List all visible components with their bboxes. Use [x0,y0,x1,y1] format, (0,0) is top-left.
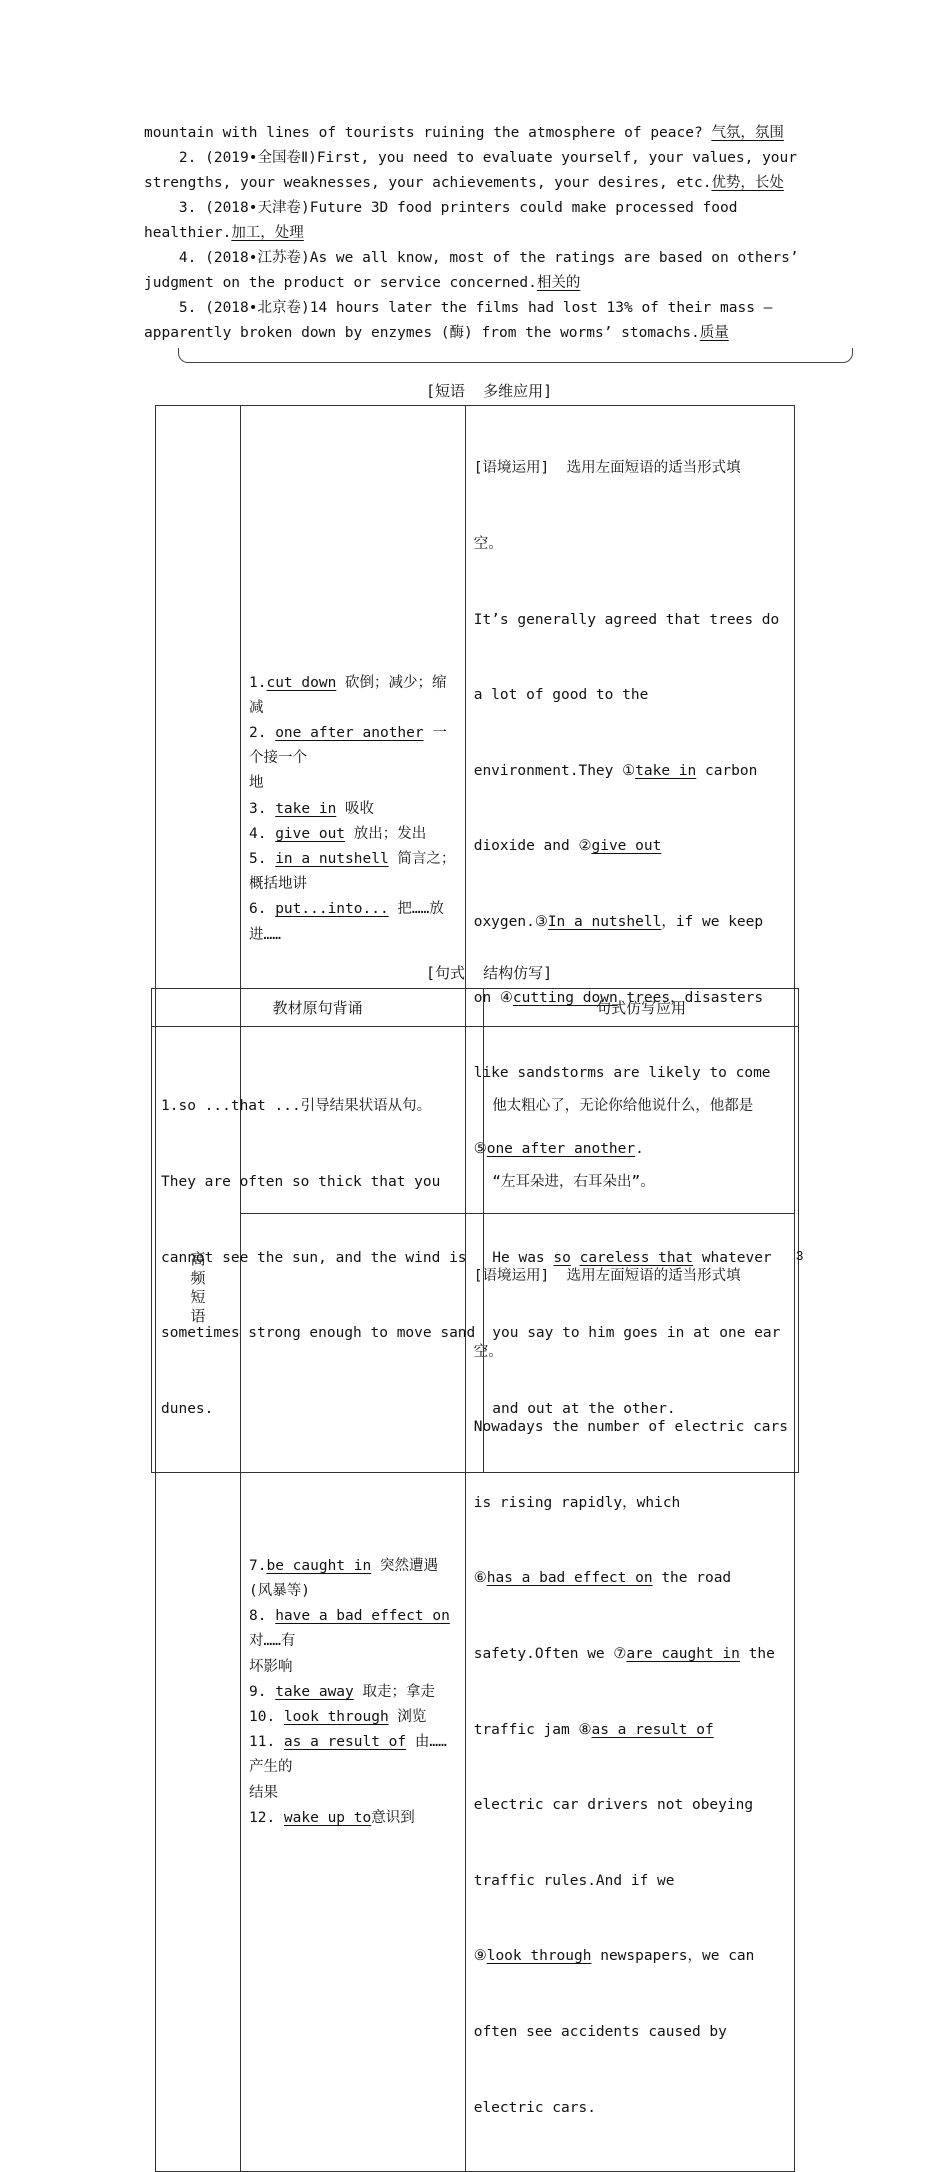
phrases-heading: [短语 多维应用] [426,382,553,400]
phrase-item: 6. put...into... 把……放进…… [249,901,444,943]
sentences-heading: [句式 结构仿写] [426,964,553,982]
answer: 相关的 [536,275,581,291]
imitation-line: and out at the other. [492,1400,676,1417]
item-3-line-1 [144,196,737,221]
answer: look through [486,1948,592,1965]
imitation-line: you say to him goes in at one ear [492,1325,781,1342]
answer: take in [635,762,697,779]
context-line: traffic jam ⑧as a result of [473,1721,714,1738]
phrase-item: 1.cut down 砍倒；减少；缩减 [249,674,447,716]
answer: are caught in [626,1645,740,1662]
item-4-line-1 [144,246,799,271]
phrase-item-cont: 地 [249,775,264,792]
phrase-item: 2. one after another 一个接一个 [249,725,447,767]
phrase-item: 10. look through 浏览 [249,1708,427,1725]
imitation-cell [484,1027,799,1473]
context-line: It’s generally agreed that trees do [473,611,780,628]
context-heading: [语境运用] 选用左面短语的适当形式填 [473,1267,741,1284]
item-4-line-2 [144,271,580,296]
context-line: safety.Often we ⑦are caught in the [473,1645,775,1662]
chinese-prompt-cont: “左耳朵进，右耳朵出”。 [492,1174,655,1191]
item-5-line-2 [144,321,729,346]
context-line: Nowadays the number of electric cars [473,1419,788,1436]
section-bracket [178,348,853,363]
item-5-text: 5. (2018•北京卷)14 hours later the films had lost 13% of their mass — [144,300,773,316]
original-line: dunes. [161,1400,214,1417]
context-line: electric car drivers not obeying [473,1797,754,1814]
answer: one after another [486,1140,636,1157]
answer: careless that [579,1249,694,1266]
context-line: ⑨look through newspapers，we can [473,1948,755,1965]
phrase-item: 11. as a result of 由……产生的 [249,1734,447,1776]
answer: 优势，长处 [711,175,784,191]
sentences-table [151,988,799,1473]
context-line: environment.They ①take in carbon [473,762,758,779]
phrase-item: 7.be caught in 突然遭遇(风暴等) [249,1557,438,1599]
context-line: traffic rules.And if we [473,1872,675,1889]
answer: In a nutshell [547,914,662,931]
original-line: They are often so thick that you [161,1174,441,1191]
item-2-line-1 [144,146,797,171]
phrase-item: 5. in a nutshell 简言之；概括地讲 [249,851,456,893]
imitation-line: He was so careless that whatever [492,1249,772,1266]
phrase-item: 9. take away 取走；拿走 [249,1683,436,1700]
original-line: sometimes strong enough to move sand [161,1325,476,1342]
col-header-imitation: 句式仿写应用 [484,989,799,1027]
context-heading-cont: 空。 [473,536,503,553]
item-4-text-cont: judgment on the product or service concerned. [144,275,537,291]
context-heading-cont: 空。 [473,1343,503,1360]
phrase-item-cont: 结果 [249,1784,278,1801]
item-3-text-cont: healthier. [144,225,232,241]
context-line: ⑤one after another. [473,1140,644,1157]
phrase-item: 12. wake up to意识到 [249,1809,415,1826]
answer: give out [591,838,662,855]
item-5-line-1 [144,296,772,321]
phrase-item: 3. take in 吸收 [249,800,375,817]
intro-text: mountain with lines of tourists ruining the atmosphere of peace? [144,125,712,141]
answer: cutting down [512,989,618,1006]
item-2-text: 2. (2019•全国卷Ⅱ)First, you need to evaluate yourself, your values, your [144,150,797,166]
page-number: 3 [796,1248,804,1263]
context-heading: [语境运用] 选用左面短语的适当形式填 [473,460,741,477]
phrase-item: 4. give out 放出；发出 [249,825,427,842]
original-sentence-cell [152,1027,484,1473]
answer: as a result of [591,1721,714,1738]
pattern-title: 1.so ...that ...引导结果状语从句。 [161,1098,432,1115]
context-line: ⑥has a bad effect on the road [473,1570,732,1587]
context-line: dioxide and ②give out [473,838,662,855]
original-line: cannot see the sun, and the wind is [161,1249,467,1266]
context-line: like sandstorms are likely to come [473,1065,771,1082]
context-line: on ④cutting down trees，disasters [473,989,764,1006]
context-line: often see accidents caused by [473,2024,727,2040]
answer: 加工，处理 [231,225,304,241]
item-5-text-cont: apparently broken down by enzymes (酶) from the worms’ stomachs. [144,325,700,341]
phrase-item: 8. have a bad effect on 对……有 [249,1608,450,1650]
answer: has a bad effect on [486,1570,653,1587]
answer: so [553,1249,571,1266]
item-3-line-2 [144,221,304,246]
phrase-item-cont: 坏影响 [249,1658,293,1675]
answer: 气氛，氛围 [711,125,784,141]
side-label: 高频短语 [188,1250,207,1327]
item-4-text: 4. (2018•江苏卷)As we all know, most of the ratings are based on others’ [144,250,799,266]
chinese-prompt: 他太粗心了，无论你给他说什么，他都是 [492,1098,754,1115]
intro-line-1 [144,121,784,146]
context-line: is rising rapidly，which [473,1494,681,1511]
item-2-line-2 [144,171,784,196]
context-line: a lot of good to the [473,687,649,704]
col-header-original: 教材原句背诵 [152,989,484,1027]
answer: 质量 [699,325,729,341]
context-line: electric cars. [473,2099,596,2116]
item-2-text-cont: strengths, your weaknesses, your achievements, your desires, etc. [144,175,712,191]
item-3-text: 3. (2018•天津卷)Future 3D food printers could make processed food [144,200,738,216]
context-line: oxygen.③In a nutshell，if we keep [473,914,764,931]
